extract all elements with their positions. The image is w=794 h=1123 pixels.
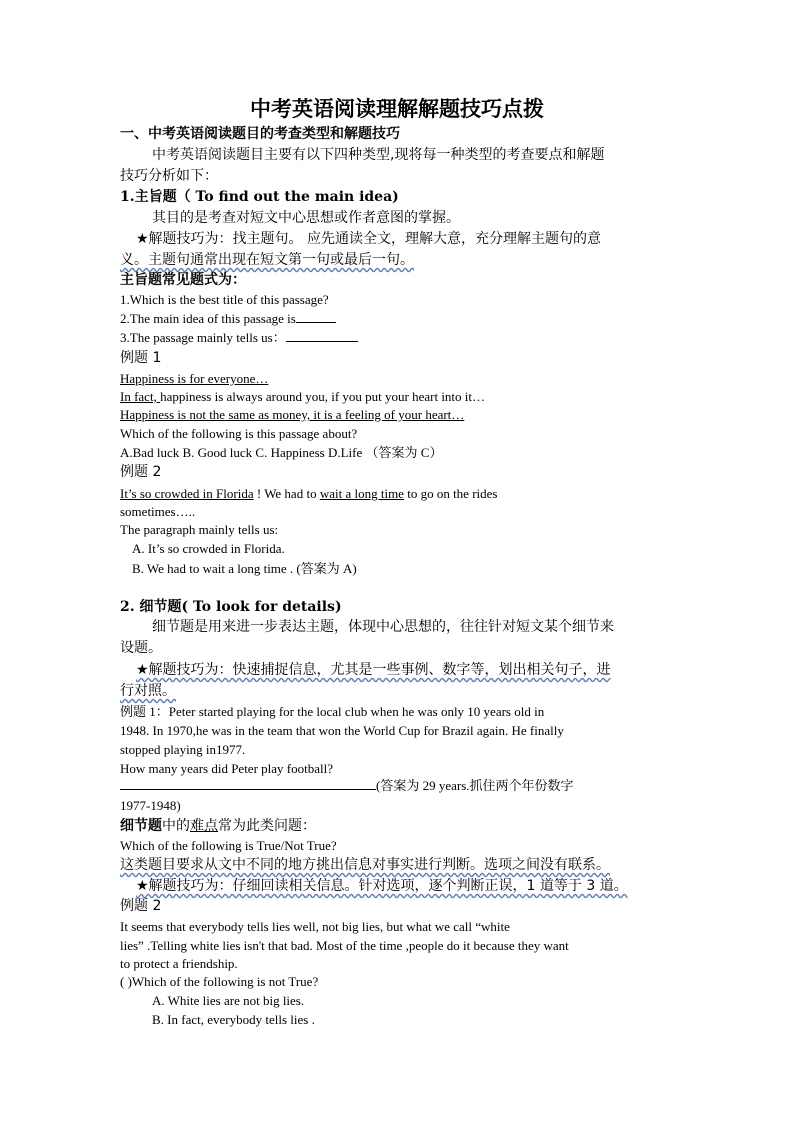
example-2-question: The paragraph mainly tells us: xyxy=(120,522,279,537)
answer-blank xyxy=(296,310,336,323)
details-term: 细节题 xyxy=(120,818,162,834)
details-example-1-answer xyxy=(120,777,574,795)
example-1-text: Happiness is not the same as money, it is a feeling of your heart… xyxy=(120,407,465,422)
example-1-line xyxy=(120,388,485,406)
details-example-2-option-b: B. In fact, everybody tells lies . xyxy=(152,1012,315,1027)
details-example-1-answer-cont: 1977-1948) xyxy=(120,798,181,813)
example-1-line xyxy=(120,406,464,424)
true-false-question: Which of the following is True/Not True? xyxy=(120,838,337,853)
underlined-phrase: It’s so crowded in Florida xyxy=(120,486,254,501)
common-forms-heading: 主旨题常见题式为： xyxy=(120,272,246,288)
difficulty-line xyxy=(120,816,316,836)
details-example-2-line: lies” .Telling white lies isn't that bad. Most of the time ,people do it because they want xyxy=(120,938,569,953)
details-example-2-line: It seems that everybody tells lies well, not big lies, but what we call “white xyxy=(120,919,510,934)
intro-text-cont: 技巧分析如下： xyxy=(120,168,218,184)
main-idea-purpose: 其目的是考查对短文中心思想或作者意图的掌握。 xyxy=(152,210,460,226)
example-2-option-b: B. We had to wait a long time . (答案为 A) xyxy=(132,561,357,576)
question-form-1: 1.Which is the best title of this passage? xyxy=(120,292,329,307)
example-2-label: 例题 2 xyxy=(120,464,162,480)
answer-blank xyxy=(286,329,358,342)
details-example-2-line: to protect a friendship. xyxy=(120,956,238,971)
difficulty-text: 中的 xyxy=(162,818,190,834)
example-1-options: A.Bad luck B. Good luck C. Happiness D.Life （答案为 C） xyxy=(120,445,443,460)
details-example-1-question: How many years did Peter play football? xyxy=(120,761,333,776)
example-1-label: 例题 1 xyxy=(120,350,162,366)
main-idea-tip-cont xyxy=(120,250,414,270)
example-2-text: to go on the rides xyxy=(403,486,498,501)
example-2-line-cont: sometimes….. xyxy=(120,504,196,519)
details-example-1-line: 1948. In 1970,he was in the team that won the World Cup for Brazil again. He finally xyxy=(120,723,564,738)
example-1-text: happiness is always around you, if you put your heart into it… xyxy=(160,389,486,404)
example-1-line xyxy=(120,370,268,388)
question-form-2-text: 2.The main idea of this passage is xyxy=(120,311,296,326)
intro-text: 中考英语阅读题目主要有以下四种类型,现将每一种类型的考查要点和解题 xyxy=(152,147,605,163)
details-example-1-line: stopped playing in1977. xyxy=(120,742,246,757)
details-tip-cont xyxy=(120,681,176,701)
example-1-text: Happiness is for everyone… xyxy=(120,371,269,386)
true-false-desc xyxy=(120,855,610,875)
answer-blank xyxy=(120,777,376,790)
details-tip-text: ★解题技巧为：快速捕捉信息，尤其是一些事例、数字等，划出相关句子，进 xyxy=(136,662,611,678)
example-2-text: ! We had to xyxy=(253,486,320,501)
true-false-desc-text: 这类题目要求从文中不同的地方挑出信息对事实进行判断。选项之间没有联系。 xyxy=(120,857,610,873)
page-title: 中考英语阅读理解解题技巧点拨 xyxy=(250,97,544,121)
question-form-2 xyxy=(120,310,336,328)
main-idea-tip-text: 义。主题句通常出现在短文第一句或最后一句。 xyxy=(120,252,414,268)
details-tip xyxy=(136,660,611,680)
details-example-1-answer-text: (答案为 29 years.抓住两个年份数字 xyxy=(376,778,574,793)
section-heading: 一、中考英语阅读题目的考查类型和解题技巧 xyxy=(120,126,400,142)
details-example-2-option-a: A. White lies are not big lies. xyxy=(152,993,305,1008)
example-1-question: Which of the following is this passage about? xyxy=(120,426,358,441)
difficulty-text: 常为此类问题： xyxy=(218,818,316,834)
example-2-line xyxy=(120,485,497,503)
example-2-option-a: A. It’s so crowded in Florida. xyxy=(132,541,285,556)
question-form-3 xyxy=(120,329,358,347)
details-desc-cont: 设题。 xyxy=(120,640,162,656)
details-desc: 细节题是用来进一步表达主题，体现中心思想的，往往针对短文某个细节来 xyxy=(152,619,614,635)
details-heading: 2. 细节题( To look for details) xyxy=(120,599,342,615)
details-tip-2-text: ★解题技巧为：仔细回读相关信息。针对选项，逐个判断正误，1 道等于 3 道。 xyxy=(136,878,628,894)
details-tip-text: 行对照。 xyxy=(120,683,176,699)
underlined-phrase: wait a long time xyxy=(319,486,404,501)
difficulty-term: 难点 xyxy=(190,818,218,834)
main-idea-heading: 1.主旨题（ To find out the main idea) xyxy=(120,189,399,205)
underlined-phrase: In fact, xyxy=(120,389,161,404)
details-example-2-label: 例题 2 xyxy=(120,898,162,914)
details-tip-2 xyxy=(136,876,628,896)
main-idea-tip: ★解题技巧为：找主题句。 应先通读全文，理解大意，充分理解主题句的意 xyxy=(136,231,601,247)
details-example-2-question: ( )Which of the following is not True? xyxy=(120,974,319,989)
details-example-1-line: 例题 1：Peter started playing for the local club when he was only 10 years old in xyxy=(120,704,545,719)
question-form-3-text: 3.The passage mainly tells us： xyxy=(120,330,286,345)
